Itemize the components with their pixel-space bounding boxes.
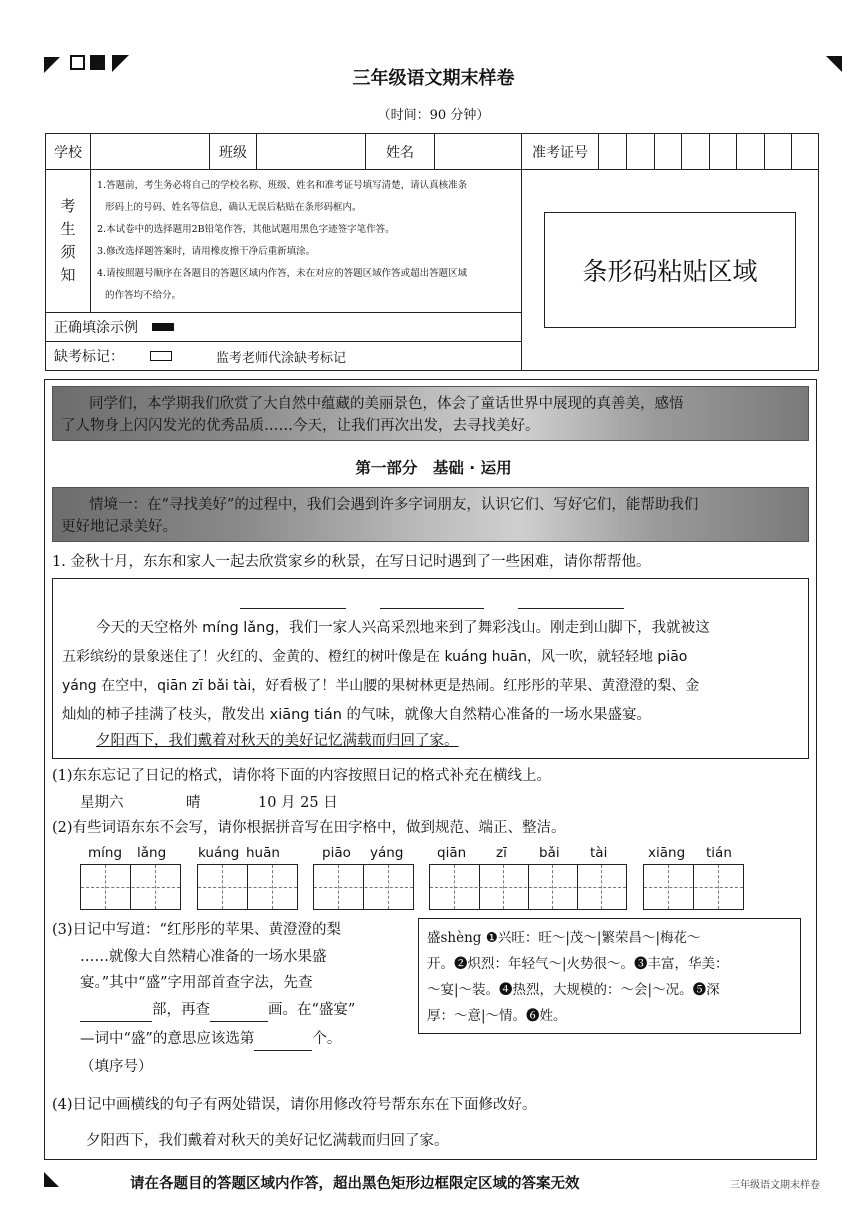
dict-line: 开。❷炽烈：年轻气～|火势很～。❸丰富，华美： — [427, 956, 729, 972]
absent-checkbox[interactable] — [150, 351, 172, 361]
diary-line: 灿灿的柿子挂满了枝头，散发出 xiāng tián 的气味，就像大自然精心准备的一场水果盛宴。 — [62, 707, 652, 723]
exam-id-label-cell — [521, 133, 599, 170]
tianzige-grid[interactable] — [80, 864, 181, 910]
pinyin-label: qiān — [437, 845, 467, 861]
exam-title: 三年级语文期末样卷 — [352, 68, 515, 89]
school-label-cell — [45, 133, 91, 170]
exam-id-label: 准考证号 — [532, 144, 588, 161]
q1-sub3-line: ……就像大自然精心准备的一场水果盛 — [80, 949, 327, 965]
sub1-weather: 晴 — [186, 795, 201, 811]
q1-stem: 1. 金秋十月，东东和家人一起去欣赏家乡的秋景，在写日记时遇到了一些困难，请你帮帮他。 — [52, 554, 651, 570]
intro-banner — [52, 386, 809, 441]
pinyin-label: míng — [88, 845, 123, 861]
tianzige-grid[interactable] — [313, 864, 414, 910]
sub3-text: —词中“盛”的意思应该选第 — [80, 1031, 255, 1047]
dict-line: 盛shèng ❶兴旺：旺～|茂～|繁荣昌～|梅花～ — [427, 930, 701, 946]
scene-line-2: 更好地记录美好。 — [61, 519, 177, 535]
intro-line-1: 同学们，本学期我们欣赏了大自然中蕴藏的美丽景色，体会了童话世界中展现的真善美，感悟 — [89, 396, 684, 412]
meaning-number-blank[interactable] — [254, 1032, 312, 1051]
diary-line: yáng 在空中，qiān zī bǎi tài，好看极了！半山腰的果树林更是热闹。红彤彤的苹果、黄澄澄的梨、金 — [62, 678, 700, 694]
pinyin-label: zī — [496, 845, 507, 861]
name-label: 姓名 — [386, 144, 414, 161]
tianzige-grid[interactable] — [643, 864, 744, 910]
barcode-area — [544, 212, 796, 328]
footer-corner-text: 三年级语文期末样卷 — [730, 1180, 820, 1191]
class-field[interactable] — [256, 133, 366, 170]
radical-blank[interactable] — [80, 1003, 152, 1022]
absent-note: 监考老师代涂缺考标记 — [216, 350, 347, 366]
dict-line: 厚：～意|～情。❻姓。 — [427, 1008, 567, 1024]
absent-label: 缺考标记： — [54, 349, 124, 365]
sub3-text: 个。 — [312, 1031, 342, 1047]
pinyin-label: tián — [706, 845, 732, 861]
pinyin-label: piāo — [322, 845, 351, 861]
class-label: 班级 — [219, 144, 247, 161]
sub4-sentence: 夕阳西下，我们戴着对秋天的美好记忆满载而归回了家。 — [86, 1133, 449, 1149]
notice-char-4: 知 — [60, 266, 76, 284]
notice-char-2: 生 — [60, 220, 76, 238]
tianzige-grid[interactable] — [429, 864, 627, 910]
part-title: 第一部分 基础 · 运用 — [355, 459, 512, 477]
correct-fill-example — [152, 323, 174, 331]
correct-fill-row — [45, 312, 522, 342]
corner-mark-bottom-left — [44, 1172, 59, 1187]
notice-char-1: 考 — [60, 197, 76, 215]
pinyin-label: kuáng — [198, 845, 240, 861]
q1-sub3-radical-row — [80, 998, 355, 1022]
q1-sub3-line: 宴。”其中“盛”字用部首查字法，先查 — [80, 975, 313, 991]
scene-banner — [52, 487, 809, 542]
notice-line: 形码上的号码、姓名等信息，确认无误后粘贴在条形码框内。 — [105, 202, 362, 213]
absent-row — [45, 341, 522, 371]
notice-label-cell — [45, 169, 91, 313]
footer-note: 请在各题目的答题区域内作答，超出黑色矩形边框限定区域的答案无效 — [130, 1176, 580, 1192]
correct-fill-label: 正确填涂示例 — [54, 320, 138, 336]
q1-sub3-line: （填序号） — [80, 1059, 153, 1075]
notice-line: 的作答均不给分。 — [105, 290, 182, 301]
notice-char-3: 须 — [60, 243, 76, 261]
school-label: 学校 — [54, 144, 82, 161]
pinyin-label: xiāng — [648, 845, 686, 861]
stroke-count-blank[interactable] — [210, 1003, 268, 1022]
tianzige-grid[interactable] — [197, 864, 298, 910]
name-field[interactable] — [434, 133, 522, 170]
diary-underlined-sentence: 夕阳西下，我们戴着对秋天的美好记忆满载而归回了家。 — [96, 733, 459, 749]
pinyin-label: bǎi — [539, 845, 560, 861]
dict-line: ～宴|～装。❹热烈，大规模的：～会|～况。❺深 — [427, 982, 720, 998]
exam-time: （时间：90 分钟） — [377, 108, 490, 123]
notice-line: 3.修改选择题答案时，请用橡皮擦干净后重新填涂。 — [97, 246, 316, 257]
q1-sub2: (2)有些词语东东不会写，请你根据拼音写在田字格中，做到规范、端正、整洁。 — [52, 820, 566, 836]
notice-line: 2.本试卷中的选择题用2B铅笔作答，其他试题用黑色字迹签字笔作答。 — [97, 224, 395, 235]
diary-line: 五彩缤纷的景象迷住了！火红的、金黄的、橙红的树叶像是在 kuáng huān，风一吹，就轻轻地 piāo — [62, 649, 688, 665]
q1-sub4: (4)日记中画横线的句子有两处错误，请你用修改符号帮东东在下面修改好。 — [52, 1097, 537, 1113]
name-label-cell — [365, 133, 435, 170]
diary-weekday-blank[interactable] — [380, 608, 484, 609]
sub3-text: 画。在“盛宴” — [268, 1002, 356, 1018]
exam-id-digit-boxes[interactable] — [598, 133, 819, 170]
school-field[interactable] — [90, 133, 210, 170]
diary-weather-blank[interactable] — [518, 608, 624, 609]
q1-sub3-line: (3)日记中写道：“红彤彤的苹果、黄澄澄的梨 — [52, 922, 341, 938]
pinyin-label: yáng — [370, 845, 404, 861]
barcode-panel — [521, 169, 819, 371]
scene-line-1: 情境一：在“寻找美好”的过程中，我们会遇到许多字词朋友，认识它们、写好它们，能帮助我们 — [89, 497, 699, 513]
notice-line: 1.答题前，考生务必将自己的学校名称、班级、姓名和准考证号填写清楚，请认真核准条 — [97, 180, 468, 191]
sub3-text: 部，再查 — [152, 1002, 210, 1018]
diary-line: 今天的天空格外 míng lǎng，我们一家人兴高采烈地来到了舞彩浅山。刚走到山脚下，我就被这 — [96, 620, 710, 636]
barcode-area-label: 条形码粘贴区域 — [582, 257, 758, 286]
diary-date-blank[interactable] — [240, 608, 346, 609]
sub1-weekday: 星期六 — [80, 795, 124, 811]
pinyin-label: tài — [590, 845, 608, 861]
notice-line: 4.请按照题号顺序在各题目的答题区域内作答，未在对应的答题区域作答或超出答题区域 — [97, 268, 468, 279]
notice-text-cell — [90, 169, 522, 313]
dictionary-entry-box — [418, 918, 801, 1034]
pinyin-label: huān — [246, 845, 280, 861]
class-label-cell — [209, 133, 257, 170]
intro-line-2: 了人物身上闪闪发光的优秀品质……今天，让我们再次出发，去寻找美好。 — [61, 418, 540, 434]
sub1-date: 10 月 25 日 — [258, 795, 338, 811]
q1-sub3-meaning-row — [80, 1027, 341, 1051]
q1-sub1: (1)东东忘记了日记的格式，请你将下面的内容按照日记的格式补充在横线上。 — [52, 768, 552, 784]
pinyin-label: lǎng — [137, 845, 167, 861]
